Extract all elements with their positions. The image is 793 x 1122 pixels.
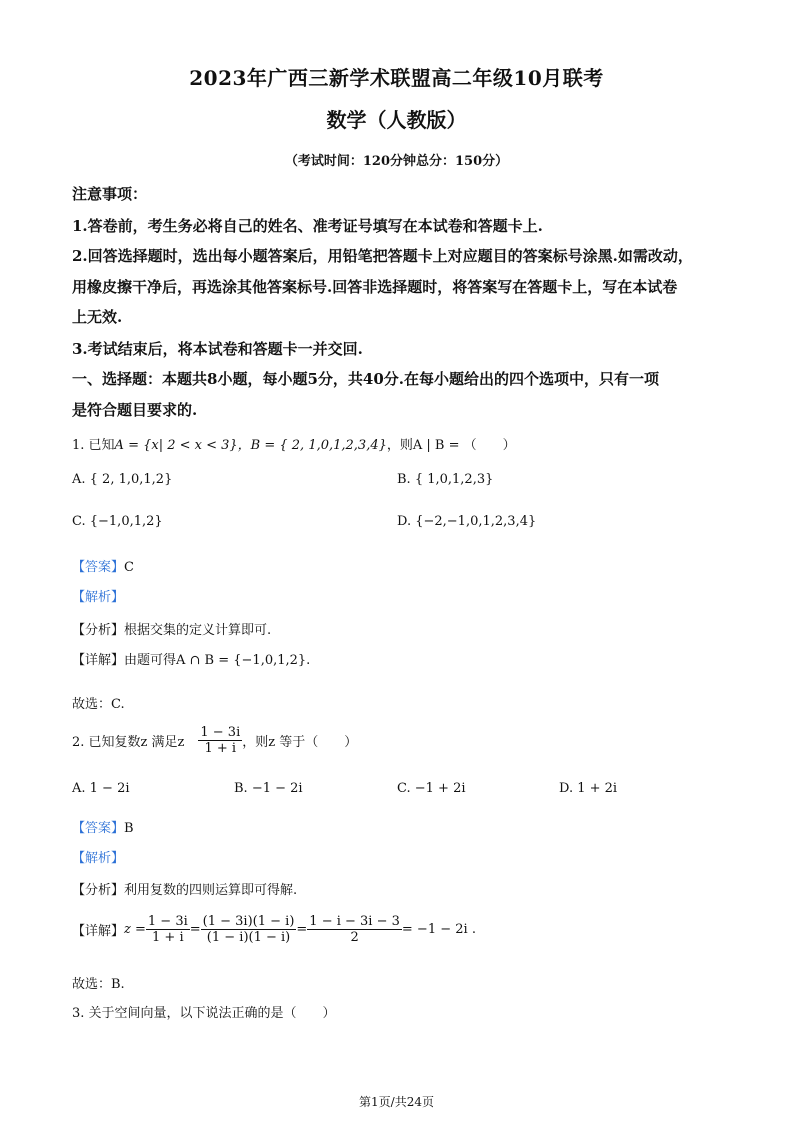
notice-item-2-line-3: 上无效.: [72, 308, 123, 326]
q1-answer-value: C: [124, 560, 134, 575]
q1-stem-suffix: ，则A | B = （ ）: [386, 438, 516, 453]
q2-option-b: B. −1 − 2i: [234, 781, 303, 796]
q2-fenxi-text: 利用复数的四则运算即可得解.: [124, 883, 298, 898]
q2-fenxi: [72, 879, 297, 898]
q2-option-c: C. −1 + 2i: [397, 781, 466, 796]
notice-heading: 注意事项：: [72, 185, 148, 203]
q1-set-a: A = {x| 2 < x < 3}: [114, 438, 238, 453]
q1-stem: [72, 434, 516, 453]
q2-detail-fraction-2: [201, 914, 297, 945]
q1-option-a: A. { 2, 1,0,1,2}: [72, 472, 173, 487]
exam-time: （考试时间：120分钟总分：150分）: [284, 154, 509, 169]
answer-tag: 【答案】: [72, 821, 125, 836]
q1-stem-prefix: 1. 已知: [72, 438, 115, 453]
q2-detail-fraction-3: [307, 914, 402, 945]
q2-stem-suffix: ，则z 等于（ ）: [242, 734, 358, 750]
q2-f3-denominator: 2: [350, 929, 359, 945]
detail-tag: 【详解】: [72, 923, 125, 939]
q2-analysis-tag: 【解析】: [72, 851, 125, 866]
q2-eq-2: =: [296, 921, 308, 937]
q2-answer: [72, 817, 134, 836]
q2-f3-numerator: 1 − i − 3i − 3: [309, 913, 400, 929]
q2-f2-numerator: (1 − 3i)(1 − i): [202, 913, 295, 929]
q1-answer: [72, 556, 134, 575]
q2-eq-1: =: [189, 921, 201, 937]
q2-f1-denominator: 1 + i: [152, 929, 184, 945]
q2-fraction: [198, 725, 242, 756]
q3-stem: 3. 关于空间向量，以下说法正确的是（ ）: [72, 1006, 336, 1021]
q2-option-d: D. 1 + 2i: [559, 781, 618, 796]
q1-detail-text: 由题可得A ∩ B = {−1,0,1,2}.: [124, 653, 311, 668]
fenxi-tag: 【分析】: [72, 883, 125, 898]
q2-answer-value: B: [124, 821, 134, 836]
section1-line-2: 是符合题目要求的.: [72, 401, 198, 419]
q2-option-a: A. 1 − 2i: [72, 781, 130, 796]
q2-frac-denominator: 1 + i: [204, 740, 237, 756]
q1-option-b: B. { 1,0,1,2,3}: [397, 472, 494, 487]
q1-fenxi-text: 根据交集的定义计算即可.: [124, 623, 272, 638]
q2-frac-numerator: 1 − 3i: [200, 724, 241, 740]
q2-f1-numerator: 1 − 3i: [147, 913, 188, 929]
q2-detail-tail: = −1 − 2i .: [401, 921, 476, 937]
q2-f2-denominator: (1 − i)(1 − i): [206, 929, 291, 945]
exam-title: 2023年广西三新学术联盟高二年级10月联考: [189, 66, 604, 90]
q2-conclusion: 故选：B.: [72, 977, 125, 992]
page-footer: 第1页/共24页: [359, 1095, 434, 1109]
detail-tag: 【详解】: [72, 653, 125, 668]
q1-option-c: C. {−1,0,1,2}: [72, 514, 163, 529]
notice-item-3: 3.考试结束后，将本试卷和答题卡一并交回.: [72, 340, 363, 358]
notice-item-2-line-2: 用橡皮擦干净后，再选涂其他答案标号.回答非选择题时，将答案写在答题卡上，写在本试卷: [72, 278, 678, 296]
q1-set-b: ，B = { 2, 1,0,1,2,3,4}: [237, 438, 387, 453]
answer-tag: 【答案】: [72, 560, 125, 575]
q2-detail-z: z =: [124, 921, 146, 937]
q2-detail-fraction-1: [146, 914, 190, 945]
q2-detail: [72, 905, 476, 953]
q2-stem-prefix: 2. 已知复数z 满足z: [72, 734, 185, 750]
q1-conclusion: 故选：C.: [72, 697, 125, 712]
notice-item-1: 1.答卷前，考生务必将自己的姓名、准考证号填写在本试卷和答题卡上.: [72, 217, 543, 235]
fenxi-tag: 【分析】: [72, 623, 125, 638]
q1-detail: [72, 649, 310, 668]
q2-stem: [72, 720, 357, 760]
q1-fenxi: [72, 619, 271, 638]
q1-analysis-tag: 【解析】: [72, 590, 125, 605]
section1-line-1: 一、选择题：本题共8小题，每小题5分，共40分.在每小题给出的四个选项中，只有一项: [72, 370, 659, 388]
notice-item-2-line-1: 2.回答选择题时，选出每小题答案后，用铅笔把答题卡上对应题目的答案标号涂黑.如需改动，: [72, 247, 693, 265]
q1-option-d: D. {−2,−1,0,1,2,3,4}: [397, 514, 537, 529]
exam-subtitle: 数学（人教版）: [326, 108, 467, 132]
